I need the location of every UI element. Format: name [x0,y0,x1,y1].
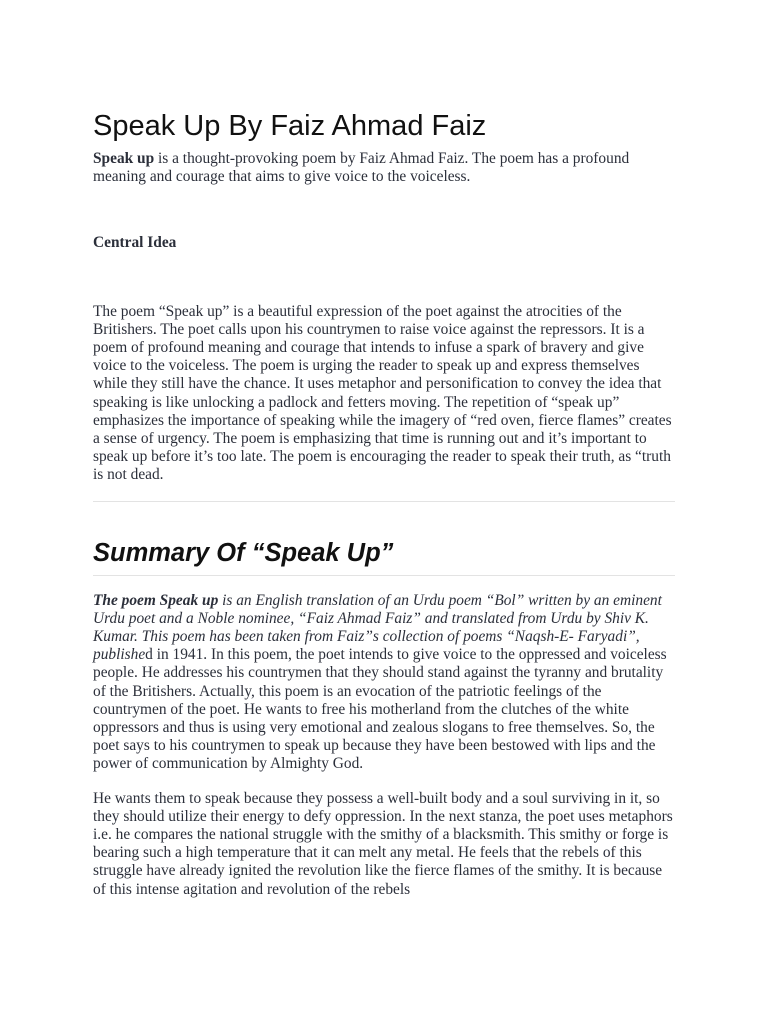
intro-bold-term: Speak up [93,150,155,167]
page-title: Speak Up By Faiz Ahmad Faiz [93,110,487,142]
intro-text: is a thought-provoking poem by Faiz Ahmad Faiz. The poem has a profound meaning and courage that aims to give voice to the voiceless. [93,150,630,186]
summary-bold-italic-lead: The poem Speak up [93,591,219,609]
intro-paragraph [93,150,675,186]
summary-heading: Summary Of “Speak Up” [93,538,394,567]
summary-text: d in 1941. In this poem, the poet intends to give voice to the oppressed and voiceless people. He addresses his countrymen that they should stand against the tyranny and brutality of the Britishers. Actually, this poem is an evocation of the patriotic feelings of the countrymen of the poet. He wants to free his motherland from the clutches of the white oppressors and thus is using very emotional and zealous slogans to free themselves. So, the poet says to his countrymen to speak up because they have been bestowed with lips and the power of communication by Almighty God. [93,646,667,773]
section-divider [93,501,675,502]
summary-paragraph-2: He wants them to speak because they possess a well-built body and a soul surviving in it, so they should utilize their energy to defy oppression. In the next stanza, the poet uses metaphors i.e. he compares the national struggle with the smithy of a blacksmith. This smithy or forge is bearing such a high temperature that it can melt any metal. He feels that the rebels of this struggle have already ignited the revolution like the fierce flames of the smithy. It is because of this intense agitation and revolution of the rebels [93,789,673,898]
summary-italic-text: is an English translation of an Urdu poem “Bol” written by an eminent Urdu poet and a Noble nominee, “Faiz Ahmad Faiz” and translated from Urdu by Shiv K. Kumar. This poem has been taken from Faiz”s collection of poems “Naqsh-E- Faryadi”, publishe [93,591,662,664]
central-idea-heading: Central Idea [93,234,177,252]
article [93,108,675,899]
summary-heading-divider [93,575,675,576]
summary-paragraph-1 [93,592,675,774]
central-idea-paragraph: The poem “Speak up” is a beautiful expression of the poet against the atrocities of the Britishers. The poet calls upon his countrymen to raise voice against the repressors. It is a poem of profound meaning and courage that intends to infuse a spark of bravery and give voice to the voiceless. The poem is urging the reader to speak up and express themselves while they still have the chance. It uses metaphor and personification to convey the idea that speaking is like unlocking a padlock and fetters moving. The repetition of “speak up” emphasizes the importance of speaking while the imagery of “red oven, fierce flames” creates a sense of urgency. The poem is emphasizing that time is running out and it’s important to speak up before it’s too late. The poem is encouraging the reader to speak their truth, as “truth is not dead. [93,302,672,484]
